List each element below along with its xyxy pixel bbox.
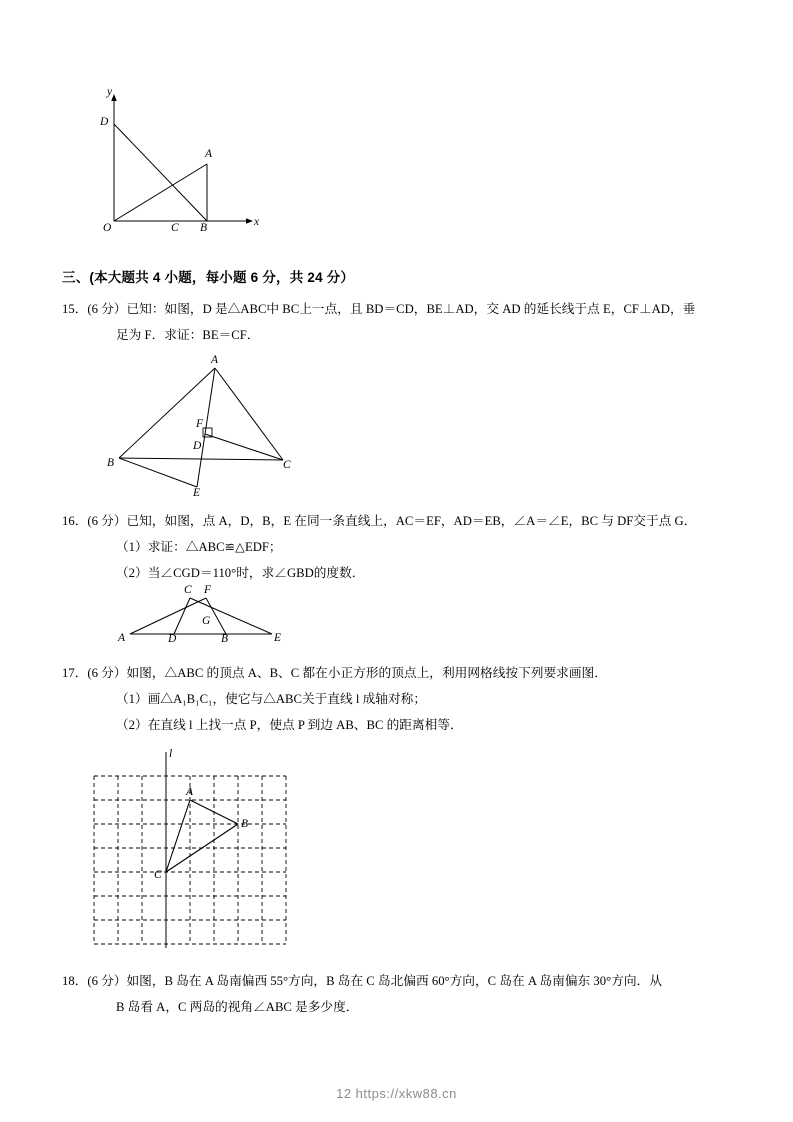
figure-q15 [87, 356, 327, 504]
axis-label-y: y [107, 86, 113, 98]
q15-point-D: D [193, 440, 202, 452]
q15-number: 15．(6 分） [62, 302, 127, 316]
q15-line1 [62, 296, 734, 322]
figure-coordinate-axes [72, 88, 282, 238]
q16-number: 16．(6 分） [62, 514, 127, 528]
figure-q17 [90, 748, 310, 958]
q16-point-F: F [204, 584, 212, 596]
q15-point-B: B [107, 457, 115, 469]
q18-line1 [62, 968, 734, 994]
q16-point-G: G [202, 615, 211, 627]
q15-point-A: A [211, 354, 219, 366]
q16-triangles-svg [122, 590, 312, 646]
point-label-C: C [171, 222, 179, 234]
q15-line2: 足为 F．求证：BE＝CF． [116, 328, 260, 342]
q16-line3: （2）当∠CGD＝110°时，求∠GBD的度数． [116, 566, 365, 580]
question-17 [62, 660, 734, 738]
q17-text1: 如图，△ABC 的顶点 A、B、C 都在小正方形的顶点上，利用网格线按下列要求画图． [126, 666, 607, 680]
q18-number: 18．(6 分） [62, 974, 127, 988]
q17-point-C: C [154, 869, 162, 881]
q16-point-D: D [168, 633, 177, 645]
question-16 [62, 508, 734, 586]
q15-point-C: C [283, 459, 291, 471]
q15-point-E: E [193, 487, 201, 499]
figure-q16 [118, 584, 312, 646]
section-heading: 三、(本大题共 4 小题，每小题 6 分，共 24 分） [62, 270, 355, 285]
q17-line-label-l: l [169, 748, 173, 760]
q18-line2: B 岛看 A，C 两岛的视角∠ABC 是多少度． [116, 1000, 359, 1014]
point-label-D: D [100, 116, 109, 128]
footer-watermark [0, 1086, 793, 1101]
q16-line1 [62, 508, 734, 534]
q15-text1: 已知：如图，D 是△ABC中 BC上一点，且 BD＝CD，BE⊥AD，交 AD 的延长线于点 E，CF⊥AD，垂 [126, 302, 696, 316]
q15-triangle-svg [87, 356, 327, 504]
q17-line1 [62, 660, 734, 686]
q17-line3: （2）在直线 l 上找一点 P，使点 P 到边 AB、BC 的距离相等． [116, 718, 463, 732]
q16-point-E: E [274, 632, 282, 644]
point-label-A: A [205, 148, 213, 160]
q17-line2: （1）画△A₁B₁C₁，使它与△ABC关于直线 l 成轴对称； [116, 692, 427, 706]
q16-line2: （1）求证：△ABC≌△EDF； [116, 540, 282, 554]
q18-text1: 如图，B 岛在 A 岛南偏西 55°方向，B 岛在 C 岛北偏西 60°方向，C 岛在 A 岛南偏东 30°方向．从 [126, 974, 662, 988]
q17-point-A: A [186, 786, 194, 798]
q17-grid-svg [90, 748, 310, 958]
point-label-O: O [103, 222, 112, 234]
footer-text: 12 https://xkw88.cn [336, 1086, 457, 1101]
q16-point-B: B [221, 633, 229, 645]
q16-point-A: A [118, 632, 126, 644]
q17-point-B: B [241, 818, 249, 830]
q17-number: 17．(6 分） [62, 666, 127, 680]
question-15 [62, 296, 734, 348]
q16-text1: 已知，如图，点 A，D，B，E 在同一条直线上，AC＝EF，AD＝EB，∠A＝∠E，BC 与 DF交于点 G． [126, 514, 697, 528]
q16-point-C: C [184, 584, 192, 596]
q15-point-F: F [196, 418, 204, 430]
question-18 [62, 968, 734, 1020]
axis-label-x: x [254, 216, 260, 228]
coordinate-axes-svg [72, 88, 282, 238]
point-label-B: B [200, 222, 208, 234]
